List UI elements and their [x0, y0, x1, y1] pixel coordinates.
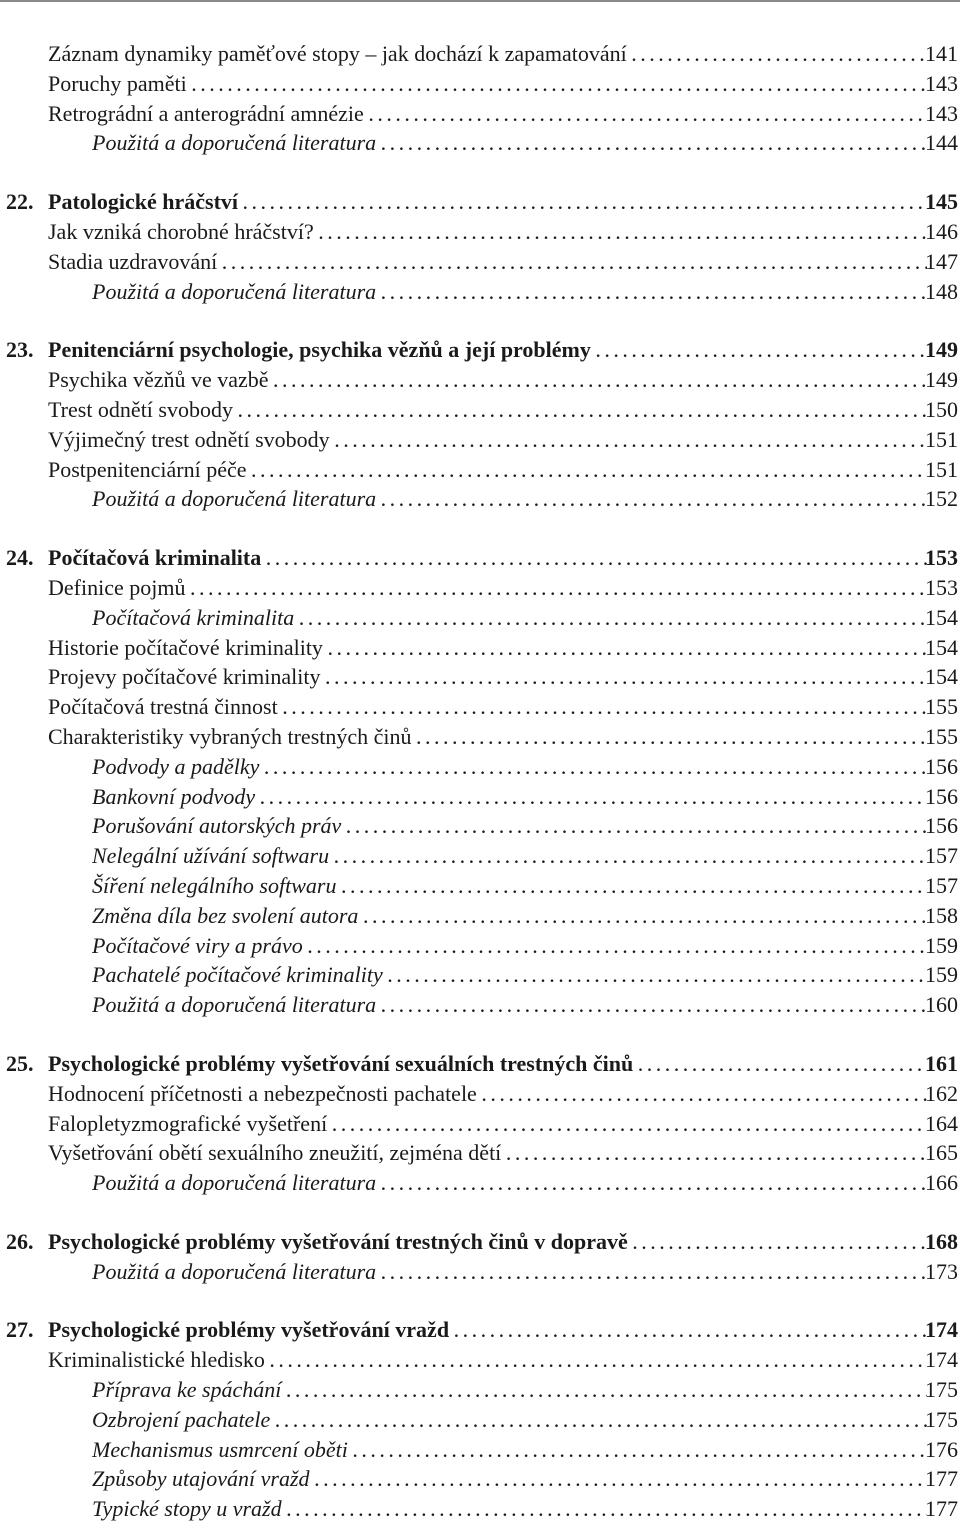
entry-title: Charakteristiky vybraných trestných činů . . . [48, 722, 927, 752]
page-number: 159 [925, 932, 958, 958]
page-number: 145 [925, 189, 958, 215]
entry-title: Ozbrojení pachatele . . . [92, 1405, 927, 1435]
page-number: 173 [925, 1258, 958, 1284]
page-number: 147 [925, 248, 958, 274]
toc-entry[interactable] [0, 633, 960, 663]
page-number: 157 [925, 872, 958, 898]
entry-title: Pachatelé počítačové kriminality . . . [92, 960, 927, 990]
entry-title: Použitá a doporučená literatura . . . [92, 1168, 927, 1198]
page-number: 158 [925, 902, 958, 928]
page-number: 155 [925, 723, 958, 749]
toc-entry[interactable] [0, 425, 960, 455]
toc-entry[interactable] [0, 990, 960, 1020]
entry-title: Nelegální užívání softwaru . . . [92, 841, 927, 871]
page-number: 164 [925, 1110, 958, 1136]
page-number: 175 [925, 1377, 958, 1403]
page-number: 175 [925, 1406, 958, 1432]
page-number: 157 [925, 843, 958, 869]
toc-chapter-heading[interactable] [0, 1227, 960, 1257]
toc-chapter-heading[interactable] [0, 1315, 960, 1345]
toc-section [0, 1315, 960, 1524]
page-number: 150 [925, 396, 958, 422]
table-of-contents [0, 39, 960, 1524]
toc-entry[interactable] [0, 573, 960, 603]
page-number: 166 [925, 1170, 958, 1196]
chapter-number: 22. [6, 189, 34, 215]
entry-title: Mechanismus usmrcení oběti . . . [92, 1435, 927, 1465]
page-number: 155 [925, 694, 958, 720]
toc-entry[interactable] [0, 871, 960, 901]
toc-entry[interactable] [0, 1109, 960, 1139]
page-number: 153 [925, 574, 958, 600]
toc-entry[interactable] [0, 365, 960, 395]
entry-title: Hodnocení příčetnosti a nebezpečnosti pachatele . . . [48, 1079, 927, 1109]
page-number: 148 [925, 278, 958, 304]
toc-section [0, 543, 960, 1020]
entry-title: Postpenitenciární péče . . . [48, 455, 927, 485]
chapter-number: 25. [6, 1050, 34, 1076]
toc-section [0, 39, 960, 158]
entry-title: Psychologické problémy vyšetřování sexuálních trestných činů . . . [48, 1049, 927, 1079]
page-number: 153 [925, 545, 958, 571]
toc-section [0, 1049, 960, 1198]
toc-entry[interactable] [0, 1345, 960, 1375]
entry-title: Podvody a padělky . . . [92, 752, 927, 782]
entry-title: Počítačová trestná činnost . . . [48, 692, 927, 722]
toc-section [0, 335, 960, 514]
page-number: 156 [925, 783, 958, 809]
entry-title: Počítačová kriminalita . . . [92, 603, 927, 633]
toc-entry[interactable] [0, 1375, 960, 1405]
entry-title: Projevy počítačové kriminality . . . [48, 662, 927, 692]
toc-entry[interactable] [0, 277, 960, 307]
entry-title: Psychologické problémy vyšetřování trestných činů v dopravě . . . [48, 1227, 927, 1257]
toc-entry[interactable] [0, 1464, 960, 1494]
entry-title: Porušování autorských práv . . . [92, 811, 927, 841]
page-number: 143 [925, 100, 958, 126]
entry-title: Poruchy paměti . . . [48, 69, 927, 99]
entry-title: Bankovní podvody . . . [92, 782, 927, 812]
entry-title: Způsoby utajování vražd . . . [92, 1464, 927, 1494]
page-number: 141 [925, 41, 958, 66]
entry-title: Penitenciární psychologie, psychika vězňů a její problémy . . . [48, 335, 927, 365]
entry-title: Retrográdní a anterográdní amnézie . . . [48, 99, 927, 129]
page-number: 174 [925, 1347, 958, 1373]
entry-title: Definice pojmů . . . [48, 573, 927, 603]
page-number: 149 [925, 337, 958, 363]
entry-title: Záznam dynamiky paměťové stopy – jak dochází k zapamatování . . . [48, 39, 927, 69]
toc-entry[interactable] [0, 395, 960, 425]
chapter-number: 24. [6, 545, 34, 571]
entry-title: Výjimečný trest odnětí svobody . . . [48, 425, 927, 455]
entry-title: Použitá a doporučená literatura . . . [92, 990, 927, 1020]
toc-entry[interactable] [0, 722, 960, 752]
entry-title: Kriminalistické hledisko . . . [48, 1345, 927, 1375]
page-number: 162 [925, 1080, 958, 1106]
toc-entry[interactable] [0, 931, 960, 961]
page-number: 156 [925, 813, 958, 839]
entry-title: Počítačová kriminalita . . . [48, 543, 927, 573]
page-number: 151 [925, 426, 958, 452]
chapter-number: 23. [6, 337, 34, 363]
page-number: 161 [925, 1050, 958, 1076]
toc-entry[interactable] [0, 752, 960, 782]
entry-title: Patologické hráčství . . . [48, 187, 927, 217]
toc-entry[interactable] [0, 39, 960, 69]
toc-entry[interactable] [0, 662, 960, 692]
page-number: 177 [925, 1466, 958, 1492]
entry-title: Psychika vězňů ve vazbě . . . [48, 365, 927, 395]
toc-entry[interactable] [0, 1257, 960, 1287]
page-number: 154 [925, 604, 958, 630]
toc-entry[interactable] [0, 128, 960, 158]
entry-title: Typické stopy u vražd . . . [92, 1494, 927, 1524]
entry-title: Falopletyzmografické vyšetření . . . [48, 1109, 927, 1139]
toc-entry[interactable] [0, 1168, 960, 1198]
toc-entry[interactable] [0, 692, 960, 722]
entry-title: Trest odnětí svobody . . . [48, 395, 927, 425]
entry-title: Šíření nelegálního softwaru . . . [92, 871, 927, 901]
page-number: 154 [925, 664, 958, 690]
entry-title: Použitá a doporučená literatura . . . [92, 484, 927, 514]
toc-entry[interactable] [0, 484, 960, 514]
entry-title: Použitá a doporučená literatura . . . [92, 128, 927, 158]
toc-entry[interactable] [0, 99, 960, 129]
page-number: 154 [925, 634, 958, 660]
toc-chapter-heading[interactable] [0, 1049, 960, 1079]
toc-entry[interactable] [0, 1138, 960, 1168]
page-number: 149 [925, 367, 958, 393]
toc-entry[interactable] [0, 841, 960, 871]
toc-entry[interactable] [0, 455, 960, 485]
toc-entry[interactable] [0, 1405, 960, 1435]
toc-section [0, 1227, 960, 1287]
page-number: 159 [925, 962, 958, 988]
entry-title: Použitá a doporučená literatura . . . [92, 277, 927, 307]
toc-entry[interactable] [0, 901, 960, 931]
page-number: 165 [925, 1140, 958, 1166]
page-number: 174 [925, 1317, 958, 1343]
page-number: 168 [925, 1228, 958, 1254]
page-number: 156 [925, 753, 958, 779]
entry-title: Jak vzniká chorobné hráčství? . . . [48, 217, 927, 247]
toc-entry[interactable] [0, 1435, 960, 1465]
page-number: 177 [925, 1496, 958, 1522]
toc-chapter-heading[interactable] [0, 335, 960, 365]
page-number: 146 [925, 218, 958, 244]
toc-entry[interactable] [0, 247, 960, 277]
page-number: 151 [925, 456, 958, 482]
entry-title: Historie počítačové kriminality . . . [48, 633, 927, 663]
toc-entry[interactable] [0, 1494, 960, 1524]
entry-title: Vyšetřování obětí sexuálního zneužití, zejména dětí . . . [48, 1138, 927, 1168]
toc-entry[interactable] [0, 811, 960, 841]
toc-chapter-heading[interactable] [0, 187, 960, 217]
toc-chapter-heading[interactable] [0, 543, 960, 573]
page-number: 160 [925, 992, 958, 1018]
entry-title: Změna díla bez svolení autora . . . [92, 901, 927, 931]
page-number: 176 [925, 1436, 958, 1462]
entry-title: Psychologické problémy vyšetřování vražd . . . [48, 1315, 927, 1345]
toc-entry[interactable] [0, 782, 960, 812]
toc-section [0, 187, 960, 306]
toc-entry[interactable] [0, 69, 960, 99]
page-number: 144 [925, 130, 958, 156]
toc-entry[interactable] [0, 1079, 960, 1109]
entry-title: Použitá a doporučená literatura . . . [92, 1257, 927, 1287]
chapter-number: 27. [6, 1317, 34, 1343]
toc-entry[interactable] [0, 960, 960, 990]
chapter-number: 26. [6, 1228, 34, 1254]
page-number: 152 [925, 486, 958, 512]
entry-title: Počítačové viry a právo . . . [92, 931, 927, 961]
entry-title: Příprava ke spáchání . . . [92, 1375, 927, 1405]
entry-title: Stadia uzdravování . . . [48, 247, 927, 277]
top-rule [0, 0, 960, 2]
toc-entry[interactable] [0, 603, 960, 633]
toc-entry[interactable] [0, 217, 960, 247]
page-number: 143 [925, 70, 958, 96]
